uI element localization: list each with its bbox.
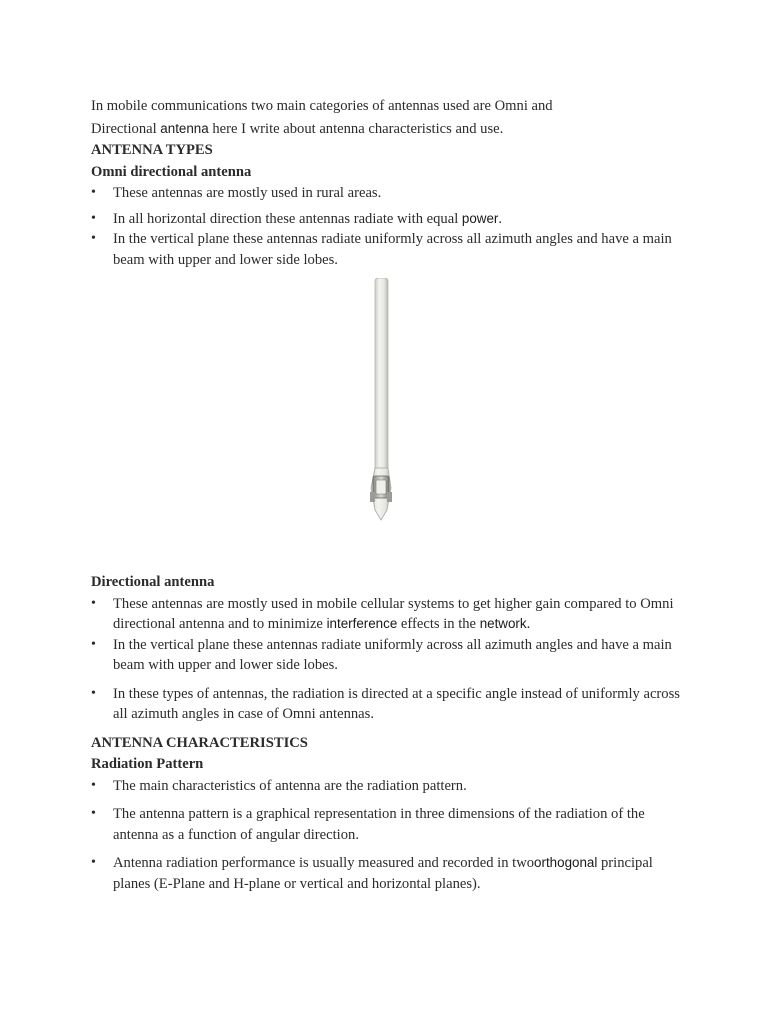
omni-bullet-3 [91, 229, 691, 270]
omni-bullet-2-text: In all horizontal direction these antennas radiate with equal [113, 210, 462, 227]
radiation-bullet-3-end: principal planes (E-Plane and H-plane or vertical and horizontal planes). [113, 855, 653, 892]
omni-bullet-3-text: In the vertical plane these antennas radiate uniformly across all azimuth angles and have a main beam with upper and lower side lobes. [113, 231, 672, 268]
omni-bullet-2 [91, 209, 691, 230]
omni-bullet-2-end: . [498, 210, 503, 227]
directional-heading: Directional antenna [91, 574, 215, 590]
directional-bullet-3-text: In these types of antennas, the radiation is directed at a specific angle instead of uniformly across all azimuth angles in case of Omni antennas. [113, 685, 680, 722]
intro-paragraph [91, 96, 691, 140]
radiation-bullet-2 [91, 804, 691, 845]
characteristics-heading: ANTENNA CHARACTERISTICS [91, 734, 308, 751]
intro-line-1: In mobile communications two main categories of antennas used are Omni and [91, 98, 553, 114]
directional-bullet-1-end: . [526, 616, 531, 632]
omni-antenna-figure [91, 270, 691, 572]
directional-bullet-2-text: In the vertical plane these antennas radiate uniformly across all azimuth angles and have a main beam with upper and lower side lobes. [113, 636, 672, 673]
orthogonal-link[interactable]: orthogonal [534, 855, 598, 870]
power-link[interactable]: power [461, 210, 499, 226]
radiation-bullet-2-text: The antenna pattern is a graphical representation in three dimensions of the radiation of the antenna as a function of angular direction. [113, 806, 645, 843]
omni-bullet-1 [91, 183, 691, 204]
radiation-bullet-3 [91, 853, 691, 894]
radiation-bullet-1-text: The main characteristics of antenna are the radiation pattern. [113, 777, 467, 794]
directional-bullet-list [91, 594, 691, 725]
directional-bullet-1 [91, 594, 691, 635]
intro-line-2-start: Directional [91, 120, 161, 137]
radiation-bullet-list [91, 776, 691, 895]
omni-bullet-list [91, 183, 691, 270]
omni-heading: Omni directional antenna [91, 163, 252, 180]
network-link[interactable]: network [479, 616, 527, 631]
radiation-pattern-heading: Radiation Pattern [91, 756, 204, 772]
radiation-bullet-3-text: Antenna radiation performance is usually measured and recorded in two [113, 855, 535, 871]
directional-bullet-1-text: These antennas are mostly used in mobile cellular systems to get higher gain compared to Omni directional antenna and to minimize [113, 595, 674, 632]
omni-antenna-image [361, 278, 401, 528]
antenna-link[interactable]: antenna [160, 120, 209, 136]
omni-bullet-1-text: These antennas are mostly used in rural areas. [113, 185, 382, 201]
interference-link[interactable]: interference [326, 616, 398, 631]
directional-bullet-3 [91, 684, 691, 725]
intro-line-2-end: here I write about antenna characteristics and use. [208, 120, 504, 137]
radiation-bullet-1 [91, 776, 691, 797]
document-body [91, 96, 691, 894]
directional-bullet-2 [91, 635, 691, 676]
antenna-types-heading: ANTENNA TYPES [91, 142, 213, 158]
directional-bullet-1-mid: effects in the [397, 616, 480, 632]
